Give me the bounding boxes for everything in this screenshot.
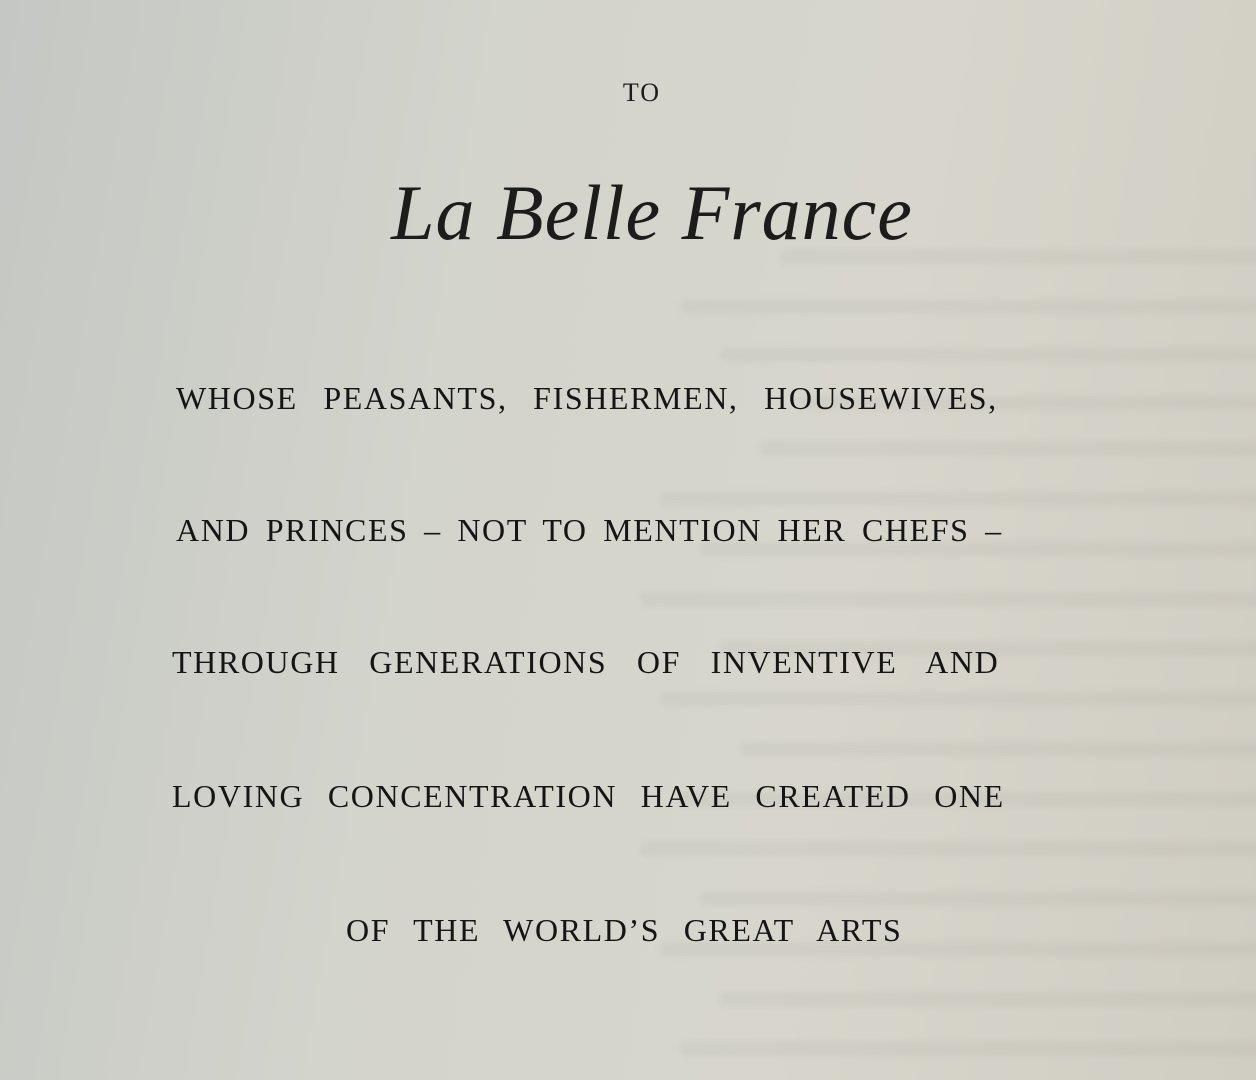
dedication-line-3: THROUGH GENERATIONS OF INVENTIVE AND (172, 644, 1000, 680)
dedication-line-1: WHOSE PEASANTS, FISHERMEN, HOUSEWIVES, (176, 380, 998, 416)
dedication-title: La Belle France (391, 169, 913, 256)
dedication-line-5: OF THE WORLD’S GREAT ARTS (346, 912, 903, 948)
dedication-line-4: LOVING CONCENTRATION HAVE CREATED ONE (172, 778, 1005, 814)
dedication-to: TO (622, 78, 662, 107)
dedication-line-2: AND PRINCES – NOT TO MENTION HER CHEFS – (176, 512, 1003, 548)
